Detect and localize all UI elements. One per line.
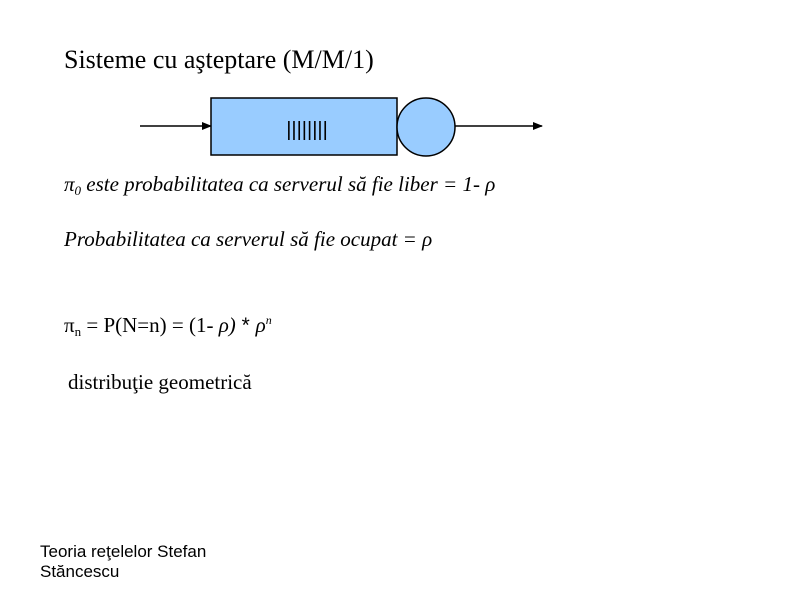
- pi-symbol: π: [64, 172, 75, 196]
- rho-symbol: ρ: [255, 313, 266, 337]
- multiply-symbol: *: [235, 314, 256, 337]
- pi-symbol: π: [64, 313, 75, 337]
- slide-footer: Teoria reţelelor Stefan Stăncescu: [40, 542, 207, 581]
- pi-subscript: 0: [74, 183, 82, 198]
- idle-probability-line: [64, 172, 495, 199]
- idle-probability-text: este probabilitatea ca serverul să fie liber = 1- ρ: [81, 172, 496, 196]
- server-circle: [397, 98, 455, 156]
- slide-title: Sisteme cu aşteptare (M/M/1): [64, 45, 374, 74]
- state-probability-formula: [64, 313, 272, 340]
- rho-exponent: n: [265, 313, 272, 327]
- rho-symbol: ρ): [218, 313, 236, 337]
- pi-subscript: n: [74, 324, 82, 339]
- queue-marks: ||||||||: [286, 119, 328, 141]
- geometric-distribution-label: distribuţie geometrică: [68, 370, 252, 394]
- formula-part: = P(N=n) = (1-: [81, 313, 219, 337]
- busy-probability-line: Probabilitatea ca serverul să fie ocupat = ρ: [64, 227, 433, 251]
